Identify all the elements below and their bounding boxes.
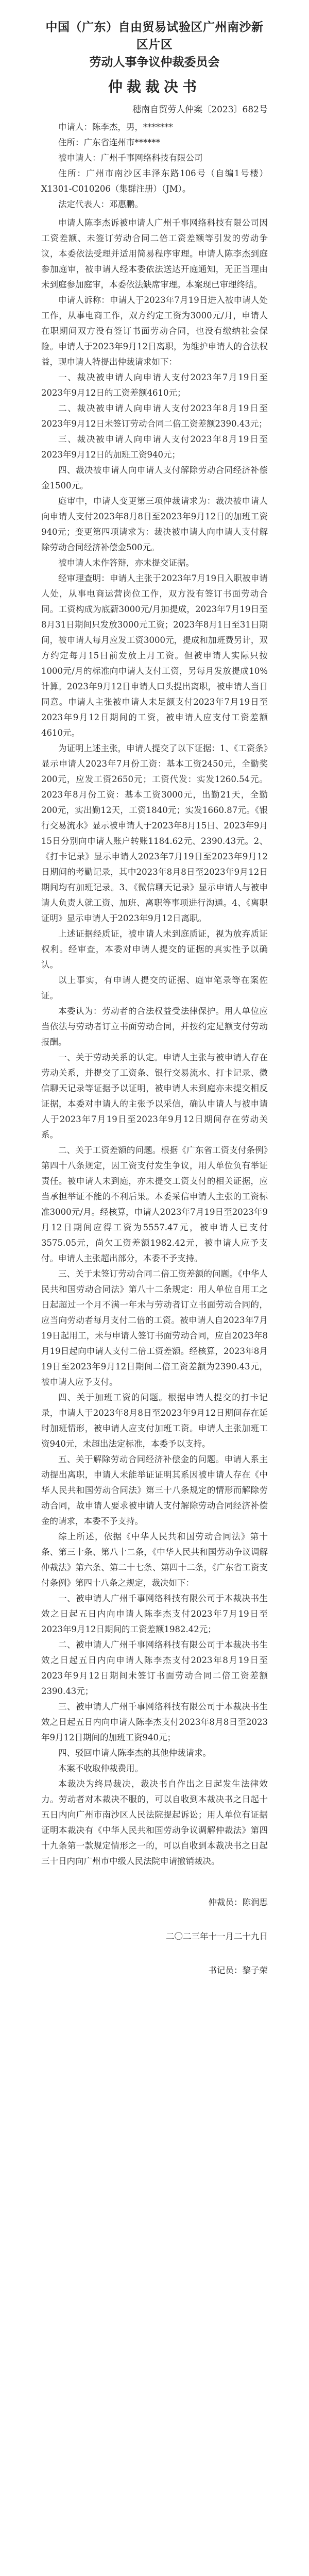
respondent-position: 被申请人未作答辩，亦未提交证据。	[58, 558, 194, 568]
respondent-line: 被申请人：广州千事网络科技有限公司	[58, 153, 203, 163]
legal-basis: 综上所述，依据《中华人民共和国劳动合同法》第十条、第三十条、第八十二条，《中华人民共和国劳动争议调解仲裁法》第六条、第二十七条、第四十二条，《广东省工资支付条例》第四十八条之规定，裁决如下：	[41, 1532, 268, 1588]
facts-paragraph: 以上事实，有申请人提交的证据、庭审笔录等在案佐证。	[41, 975, 268, 1001]
claim-item: 二、裁决被申请人向申请人支付2023年8月19日至2023年9月12日未签订劳动合同二倍工资差额2390.43元；	[41, 403, 268, 429]
ruling-item: 二、被申请人广州千事网络科技有限公司于本裁决书生效之日起五日内向申请人陈李杰支付2023年8月19日至2023年9月12日期间未签订书面劳动合同二倍工资差额2390.43元；	[41, 1640, 268, 1696]
legal-representative: 法定代表人：邓惠鹏。	[58, 199, 143, 209]
ruling-item: 一、被申请人广州千事网络科技有限公司于本裁决书生效之日起五日内向申请人陈李杰支付2023年7月19日至2023年9月12日期间的工资差额1982.42元；	[41, 1594, 268, 1634]
header-line-1: 中国（广东）自由贸易试验区广州南沙新区片区	[45, 20, 264, 52]
claim-item: 庭审中，申请人变更第三项仲裁请求为：裁决被申请人向申请人支付2023年8月8日至2023年9月12日的加班工资940元；变更第四项请求为：裁决被申请人向申请人支付解除劳动合同经济补偿金500元。	[41, 496, 268, 552]
clerk-signature: 书记员：黎子荣	[208, 1965, 268, 1975]
reasoning-paragraph: 五、关于解除劳动合同经济补偿金的问题。申请人系主动提出离职，申请人未能举证证明其系因被申请人存在《中华人民共和国劳动合同法》第三十八条规定的情形而解除劳动合同，故申请人要求被申请人支付解除劳动合同经济补偿金的请求，本委不予支持。	[41, 1454, 268, 1526]
reasoning-paragraph: 二、关于工资差额的问题。根据《广东省工资支付条例》第四十八条规定，因工资支付发生争议，用人单位负有举证责任。被申请人未到庭，亦未提交工资支付的相关证据，应当承担举证不能的不利后果。本委采信申请人主张的工资标准3000元/月。经核算，申请人2023年7月19日至2023年9月12日期间应得工资为5557.47元，被申请人已支付3575.05元，尚欠工资差额1982.42元，被申请人应予支付。申请人主张超出部分，本委不予支持。	[41, 1145, 268, 1263]
case-number: 穗南自贸劳人仲案〔2023〕682号	[132, 105, 268, 115]
facts-paragraph: 上述证据经质证，被申请人未到庭质证，视为放弃质证权利。经审查，本委对申请人提交的证据的真实性予以确认。	[41, 929, 268, 970]
reasoning-paragraph: 一、关于劳动关系的认定。申请人主张与被申请人存在劳动关系，并提交了工资条、银行交易流水、打卡记录、微信聊天记录等证据予以证明，被申请人未到庭亦未提交相反证据，本委对申请人的主张予以采信，确认申请人与被申请人于2023年7月19日至2023年9月12日期间存在劳动关系。	[41, 1053, 268, 1140]
ruling-item: 三、被申请人广州千事网络科技有限公司于本裁决书生效之日起五日内向申请人陈李杰支付2023年8月8日至2023年9月12日期间的加班工资940元；	[41, 1702, 268, 1742]
claim-item: 三、裁决被申请人向申请人支付2023年8月19日至2023年9月12日的加班工资940元；	[41, 434, 268, 460]
claim-item: 四、裁决被申请人向申请人支付解除劳动合同经济补偿金1500元。	[41, 465, 268, 490]
reasoning-intro: 本委认为：劳动者的合法权益受法律保护。用人单位应当依法与劳动者订立书面劳动合同，并按约定足额支付劳动报酬。	[41, 1006, 268, 1047]
claims-intro: 申请人诉称：申请人于2023年7月19日进入被申请人处工作，从事电商工作，双方约定工资为3000元/月，申请人在职期间双方没有签订书面劳动合同，也没有缴纳社会保险。申请人于2023年9月12日离职，为维护申请人的合法权益，现申请人特提出仲裁请求如下：	[41, 295, 268, 367]
signature-block	[41, 1876, 268, 1978]
facts-intro: 经审理查明：申请人主张于2023年7月19日入职被申请人处，从事电商运营岗位工作，双方没有签订书面劳动合同。工资构成为底薪3000元/月加提成，2023年7月19日至8月31日期间只发放3000元工资；2023年8月1日至31日期间，被申请人每月应发工资3000元，提成和加班费另计，双方约定每月15日前发放上月工资。但被申请人实际只按1000元/月的标准向申请人支付工资，另每月发放提成10%计算。2023年9月12日申请人口头提出离职，被申请人当日同意。申请人主张被申请人未足额支付2023年7月19日至2023年9月12日期间的工资，被申请人应支付工资差额4610元。	[41, 573, 268, 738]
respondent-address: 住所：广州市南沙区丰泽东路106号（自编1号楼）X1301-C010206（集群注册）（JM）。	[41, 168, 268, 194]
arbitrator-signature: 仲裁员：陈润思	[208, 1897, 268, 1907]
applicant-address: 住所：广东省连州市******	[58, 138, 160, 147]
finality-note: 本裁决为终局裁决，裁决书自作出之日起发生法律效力。劳动者对本裁决不服的，可以自收到本裁决书之日起十五日内向广州市南沙区人民法院提起诉讼；用人单位有证据证明本裁决有《中华人民共和国劳动争议调解仲裁法》第四十九条第一款规定情形之一的，可以自收到本裁决书之日起三十日内向广州市中级人民法院申请撤销裁决。	[41, 1779, 268, 1866]
ruling-item: 四、驳回申请人陈李杰的其他仲裁请求。	[58, 1748, 211, 1758]
claim-item: 一、裁决被申请人向申请人支付2023年7月19日至2023年9月12日的工资差额4610元；	[41, 372, 268, 398]
award-date: 二〇二三年十一月二十九日	[166, 1931, 268, 1941]
document-title: 仲裁裁决书	[108, 78, 201, 95]
header-line-2: 劳动人事争议仲裁委员会	[89, 55, 220, 69]
facts-paragraph: 为证明上述主张，申请人提交了以下证据：1、《工资条》显示申请人2023年7月份工资：基本工资2450元，全勤奖200元，应发工资2650元；工资代发：实发1260.54元。2023年8月份工资：基本工资3000元，出勤21天，全勤200元，实出勤12天，工资1840元；实发1660.87元。《银行交易流水》显示被申请人于2023年8月15日、2023年9月15日分别向申请人账户转账1184.62元、2390.43元。2、《打卡记录》显示申请人2023年7月19日至2023年9月12日期间的考勤记录，其中2023年8月8日至2023年9月12日期间均有加班记录。3、《微信聊天记录》显示申请人与被申请人负责人就工资、加班、离职等事项进行沟通。4、《离职证明》显示申请人于2023年9月12日离职。	[41, 743, 268, 923]
applicant-line: 申请人：陈李杰，男，*******	[58, 122, 173, 132]
reasoning-paragraph: 四、关于加班工资的问题。根据申请人提交的打卡记录，申请人于2023年8月8日至2023年9月12日期间存在延时加班情形，被申请人应支付加班工资。申请人主张加班工资940元，未超出法定标准，本委予以支持。	[41, 1393, 268, 1449]
reasoning-paragraph: 三、关于未签订劳动合同二倍工资差额的问题。《中华人民共和国劳动合同法》第八十二条规定：用人单位自用工之日起超过一个月不满一年未与劳动者订立书面劳动合同的，应当向劳动者每月支付二倍的工资。被申请人自2023年7月19日起用工，未与申请人签订书面劳动合同，应自2023年8月19日起向申请人支付二倍工资差额。经核算，2023年8月19日至2023年9月12日期间二倍工资差额为2390.43元，被申请人应予支付。	[41, 1269, 268, 1387]
intro-paragraph: 申请人陈李杰诉被申请人广州千事网络科技有限公司因工资差额、未签订劳动合同二倍工资差额等引发的劳动争议，本委依法受理并适用简易程序审理。申请人陈李杰到庭参加庭审，被申请人经本委依法送达开庭通知，无正当理由未到庭参加庭审，本委依法缺席审理。本案现已审理终结。	[41, 218, 268, 290]
fee-note: 本案不收取仲裁费用。	[58, 1764, 143, 1773]
document-header	[41, 19, 268, 99]
